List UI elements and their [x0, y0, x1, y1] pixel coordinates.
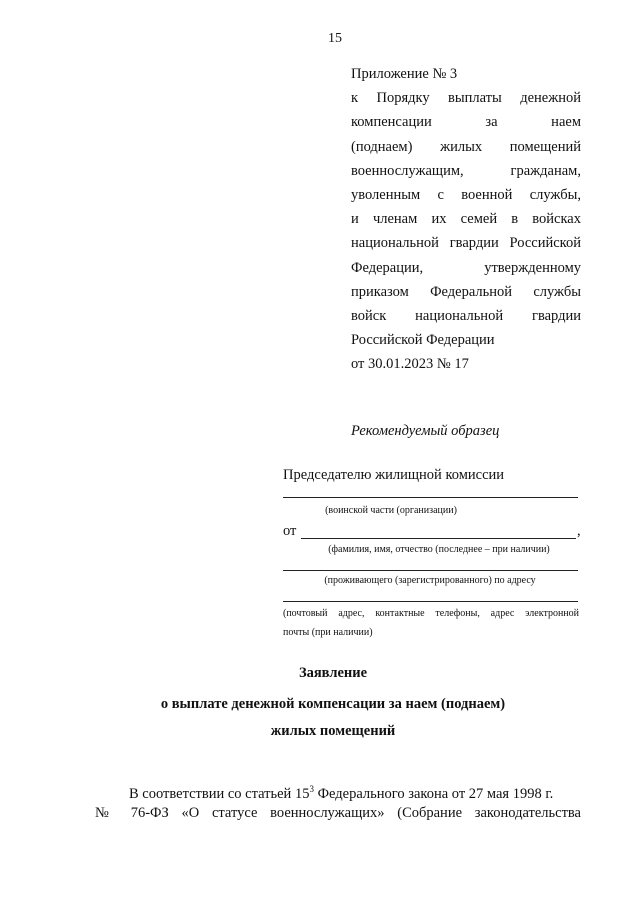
addressee-line: Председателю жилищной комиссии [283, 467, 505, 483]
appendix-line: Федерации, утвержденному [351, 259, 581, 276]
appendix-line: Приложение № 3 [351, 66, 458, 82]
sample-label: Рекомендуемый образец [351, 423, 500, 439]
unit-underline [283, 497, 578, 498]
title-line2: о выплате денежной компенсации за наем (поднаем) [160, 696, 506, 712]
from-label: от [283, 523, 297, 539]
appendix-line: приказом Федеральной службы [351, 283, 581, 300]
contacts-underline [283, 601, 578, 602]
name-underline [301, 538, 576, 539]
appendix-line: Российской Федерации [351, 332, 495, 349]
name-caption: (фамилия, имя, отчество (последнее – при наличии) [328, 544, 550, 555]
appendix-line: компенсации за наем [351, 114, 581, 131]
appendix-line: и членам их семей в войсках [351, 211, 581, 228]
appendix-line: военнослужащим, гражданам, [351, 162, 581, 179]
page-number: 15 [328, 31, 342, 46]
contacts-caption-line1: (почтовый адрес, контактные телефоны, адрес электронной [283, 608, 579, 619]
from-comma: , [577, 523, 581, 539]
body-paragraph-line2: № 76-ФЗ «О статусе военнослужащих» (Собрание законодательства [95, 805, 581, 821]
para1-before: В соответствии со статьей 15 [129, 785, 310, 802]
contacts-caption [283, 604, 579, 642]
appendix-line: войск национальной гвардии [351, 308, 581, 325]
address-underline [283, 570, 578, 571]
appendix-line: (поднаем) жилых помещений [351, 138, 581, 155]
appendix-line: национальной гвардии Российской [351, 235, 581, 252]
title-line3: жилых помещений [270, 723, 396, 739]
address-caption: (проживающего (зарегистрированного) по адресу [324, 575, 536, 586]
appendix-line: к Порядку выплаты денежной [351, 90, 581, 107]
appendix-block [351, 62, 581, 377]
unit-caption: (воинской части (организации) [325, 505, 457, 516]
para1-superscript: 3 [309, 784, 314, 794]
appendix-line: от 30.01.2023 № 17 [351, 356, 469, 373]
appendix-line: уволенным с военной службы, [351, 187, 581, 204]
contacts-caption-line2: почты (при наличии) [283, 627, 373, 638]
para1-after: Федерального закона от 27 мая 1998 г. [313, 785, 554, 802]
title-line1: Заявление [298, 665, 368, 681]
body-paragraph-line1 [129, 784, 553, 803]
